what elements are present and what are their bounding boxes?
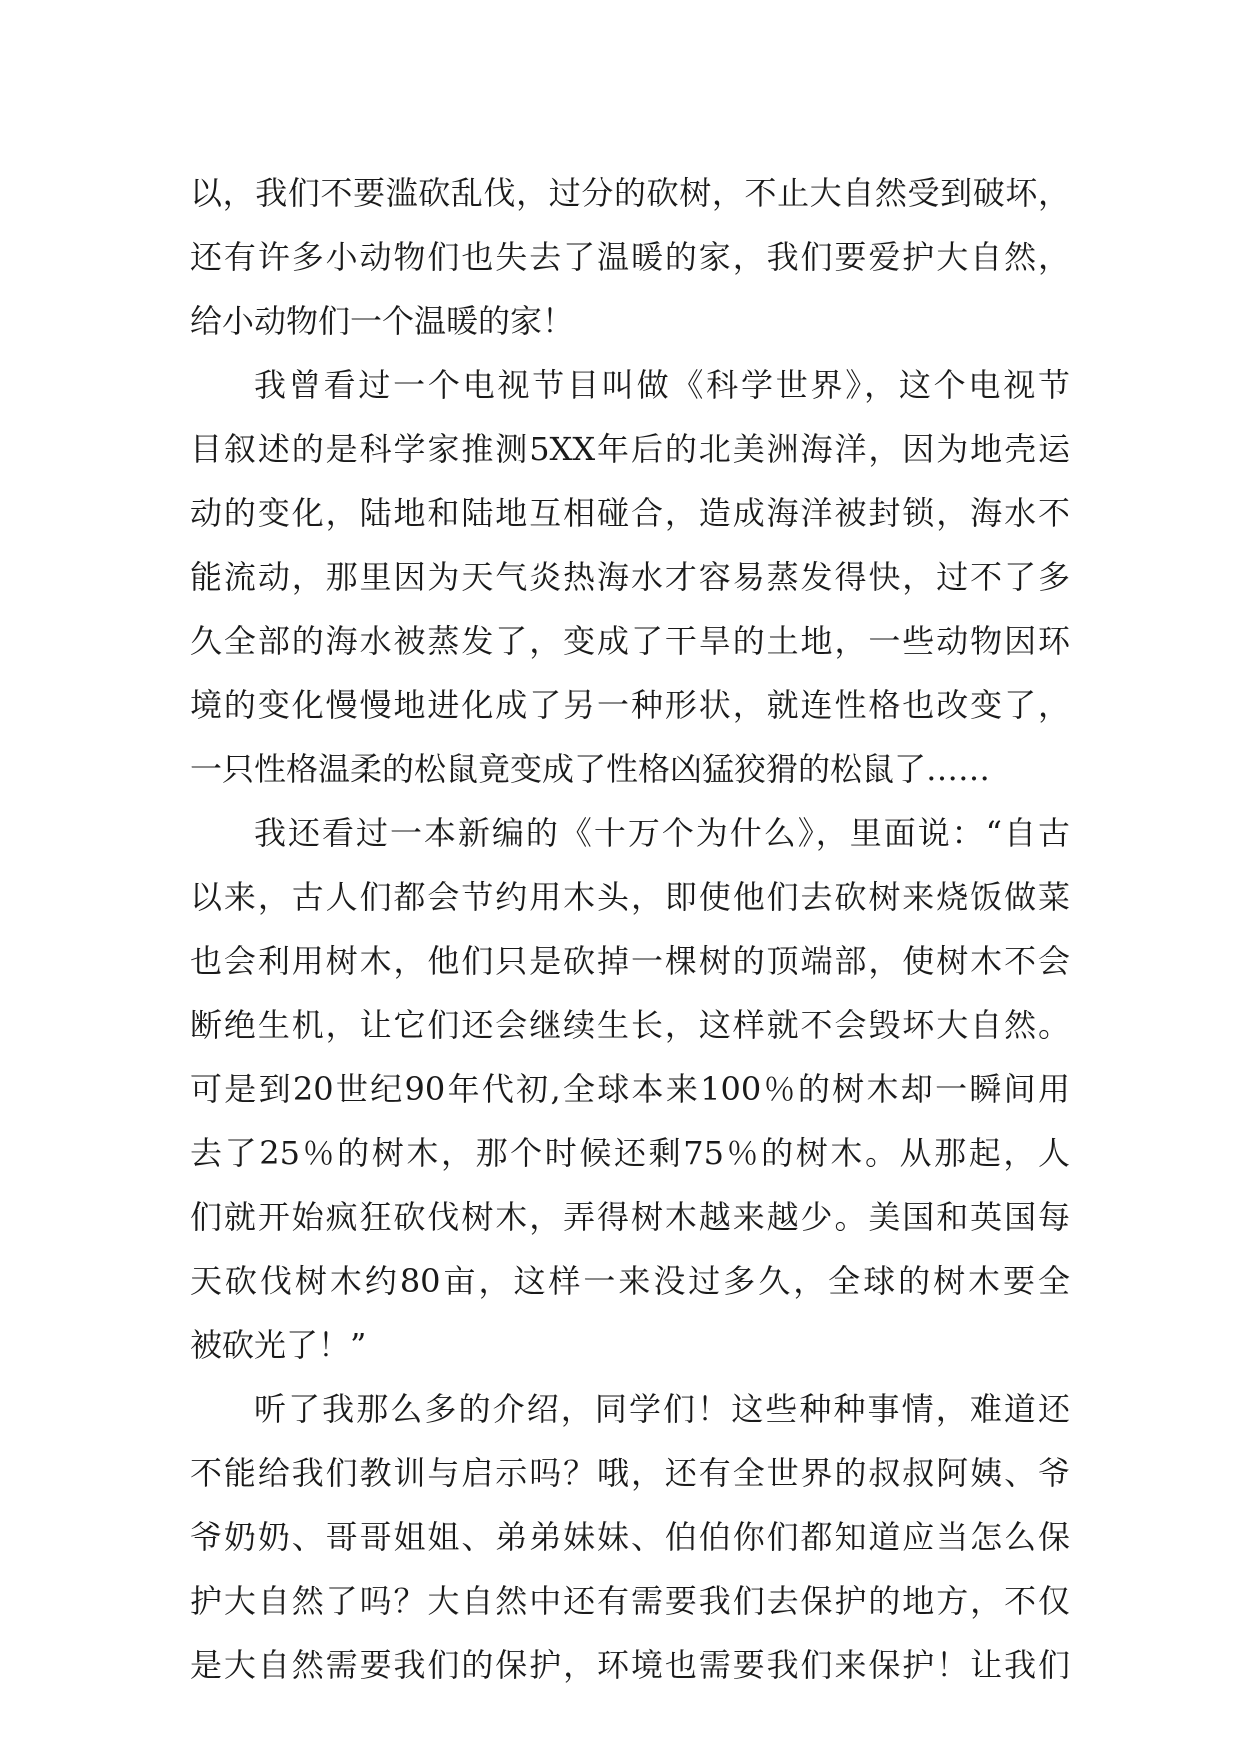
paragraph-first-line: 我曾看过一个电视节目叫做《科学世界》，这个电视节 [254,366,1070,404]
document-body [190,161,1070,1697]
paragraph-first-line: 我还看过一本新编的《十万个为什么》，里面说：“自古 [254,814,1070,852]
text-line: 不能给我们教训与启示吗？哦，还有全世界的叔叔阿姨、爷 [190,1454,1070,1492]
text-line: 天砍伐树木约80亩，这样一来没过多久，全球的树木要全 [190,1262,1070,1300]
text-line: 断绝生机，让它们还会继续生长，这样就不会毁坏大自然。 [190,1006,1070,1044]
text-line: 目叙述的是科学家推测5XX年后的北美洲海洋，因为地壳运 [190,430,1070,468]
text-line: 被砍光了！” [190,1326,367,1364]
text-line: 是大自然需要我们的保护，环境也需要我们来保护！让我们 [190,1646,1070,1684]
text-line: 也会利用树木，他们只是砍掉一棵树的顶端部，使树木不会 [190,942,1070,980]
text-line: 境的变化慢慢地进化成了另一种形状，就连性格也改变了， [190,686,1070,724]
text-line: 久全部的海水被蒸发了，变成了干旱的土地，一些动物因环 [190,622,1070,660]
text-line: 还有许多小动物们也失去了温暖的家，我们要爱护大自然， [190,238,1070,276]
text-line: 给小动物们一个温暖的家！ [190,302,575,340]
text-line: 以，我们不要滥砍乱伐，过分的砍树，不止大自然受到破坏， [190,174,1070,212]
text-line: 们就开始疯狂砍伐树木，弄得树木越来越少。美国和英国每 [190,1198,1070,1236]
text-line: 能流动，那里因为天气炎热海水才容易蒸发得快，过不了多 [190,558,1070,596]
text-line: 动的变化，陆地和陆地互相碰合，造成海洋被封锁，海水不 [190,494,1070,532]
text-line: 可是到20世纪90年代初,全球本来100％的树木却一瞬间用 [190,1070,1070,1108]
text-line: 去了25％的树木，那个时候还剩75％的树木。从那起，人 [190,1134,1070,1172]
paragraph-first-line: 听了我那么多的介绍，同学们！这些种种事情，难道还 [254,1390,1070,1428]
text-line: 爷奶奶、哥哥姐姐、弟弟妹妹、伯伯你们都知道应当怎么保 [190,1518,1070,1556]
text-line: 一只性格温柔的松鼠竟变成了性格凶猛狡猾的松鼠了…… [190,750,991,788]
text-line: 以来，古人们都会节约用木头，即使他们去砍树来烧饭做菜 [190,878,1070,916]
text-line: 护大自然了吗？大自然中还有需要我们去保护的地方，不仅 [190,1582,1070,1620]
